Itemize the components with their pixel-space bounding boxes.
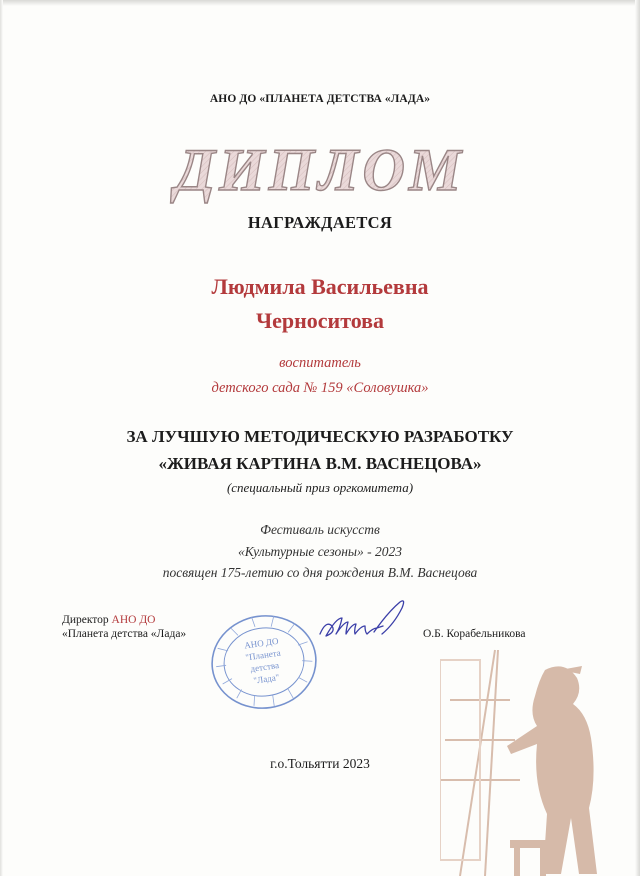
stamp-line-4: "Лада" <box>252 672 280 686</box>
festival-line-1: Фестиваль искусств <box>260 522 380 537</box>
award-note: (специальный приз оргкомитета) <box>226 480 414 495</box>
scan-edge-top <box>0 0 640 6</box>
handwritten-signature <box>312 598 412 644</box>
place-and-date: г.о.Тольятти 2023 <box>270 756 370 771</box>
signatory-name: О.Б. Корабельникова <box>423 628 526 640</box>
awarded-label: НАГРАЖДАЕТСЯ <box>247 213 393 232</box>
stamp-line-2: "Планета <box>244 647 282 663</box>
recipient-name-first: Людмила Васильевна <box>211 274 429 299</box>
signatory-org: «Планета детства «Лада» <box>62 628 187 640</box>
recipient-position: воспитатель <box>279 355 361 371</box>
official-stamp <box>208 612 320 712</box>
recipient-workplace: детского сада № 159 «Соловушка» <box>211 380 429 396</box>
organization-name: АНО ДО «ПЛАНЕТА ДЕТСТВА «ЛАДА» <box>209 93 431 105</box>
award-work-title: «ЖИВАЯ КАРТИНА В.М. ВАСНЕЦОВА» <box>158 454 482 473</box>
stamp-line-3: детства <box>249 660 280 674</box>
stamp-line-1: АНО ДО <box>243 635 280 651</box>
signatory-title-prefix: Директор <box>62 614 112 626</box>
diploma-title-text: ДИПЛОМ <box>170 140 465 203</box>
diploma-title <box>160 140 480 204</box>
festival-line-2: «Культурные сезоны» - 2023 <box>237 544 403 559</box>
recipient-name-last: Черноситова <box>255 308 385 333</box>
award-reason: ЗА ЛУЧШУЮ МЕТОДИЧЕСКУЮ РАЗРАБОТКУ <box>126 427 514 446</box>
festival-line-3: посвящен 175-летию со дня рождения В.М. Васнецова <box>162 565 478 580</box>
signatory-title-org: АНО ДО <box>111 614 156 626</box>
signatory-title <box>62 615 156 627</box>
